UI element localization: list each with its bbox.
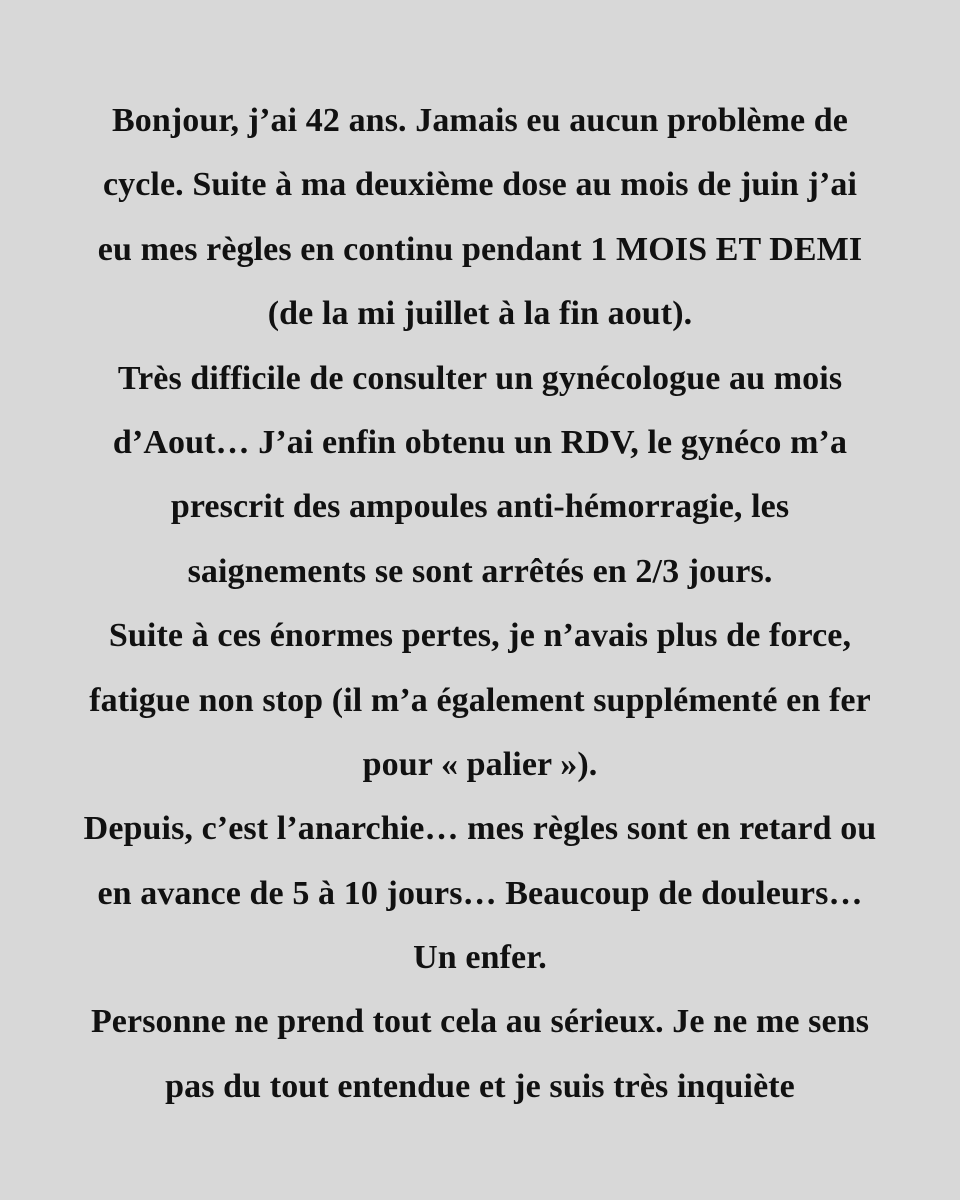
text-line-11: pour « palier »). (362, 745, 598, 783)
text-line-1: Bonjour, j’ai 42 ans. Jamais eu aucun problème de (112, 102, 848, 139)
text-line-16: pas du tout entendue et je suis très inquiète (165, 1067, 795, 1105)
text-line-9: Suite à ces énormes pertes, je n’avais plus de force, (108, 617, 852, 655)
text-line-2: cycle. Suite à ma deuxième dose au mois de juin j’ai (102, 166, 858, 204)
text-line-12: Depuis, c’est l’anarchie… mes règles sont en retard ou (83, 810, 877, 848)
text-line-15: Personne ne prend tout cela au sérieux. Je ne me sens (90, 1003, 870, 1041)
testimony-text (0, 89, 960, 1119)
text-line-8: saignements se sont arrêtés en 2/3 jours. (187, 552, 773, 590)
text-line-10: fatigue non stop (il m’a également supplémenté en fer (89, 681, 871, 719)
text-line-7: prescrit des ampoules anti-hémorragie, les (170, 488, 790, 526)
text-line-3: eu mes règles en continu pendant 1 MOIS ET DEMI (97, 230, 863, 268)
text-line-14: Un enfer. (413, 939, 547, 977)
text-line-6: d’Aout… J’ai enfin obtenu un RDV, le gynéco m’a (112, 423, 848, 461)
text-line-13: en avance de 5 à 10 jours… Beaucoup de douleurs… (97, 874, 863, 912)
text-line-5: Très difficile de consulter un gynécologue au mois (117, 359, 843, 397)
text-line-4: (de la mi juillet à la fin aout). (267, 295, 693, 333)
